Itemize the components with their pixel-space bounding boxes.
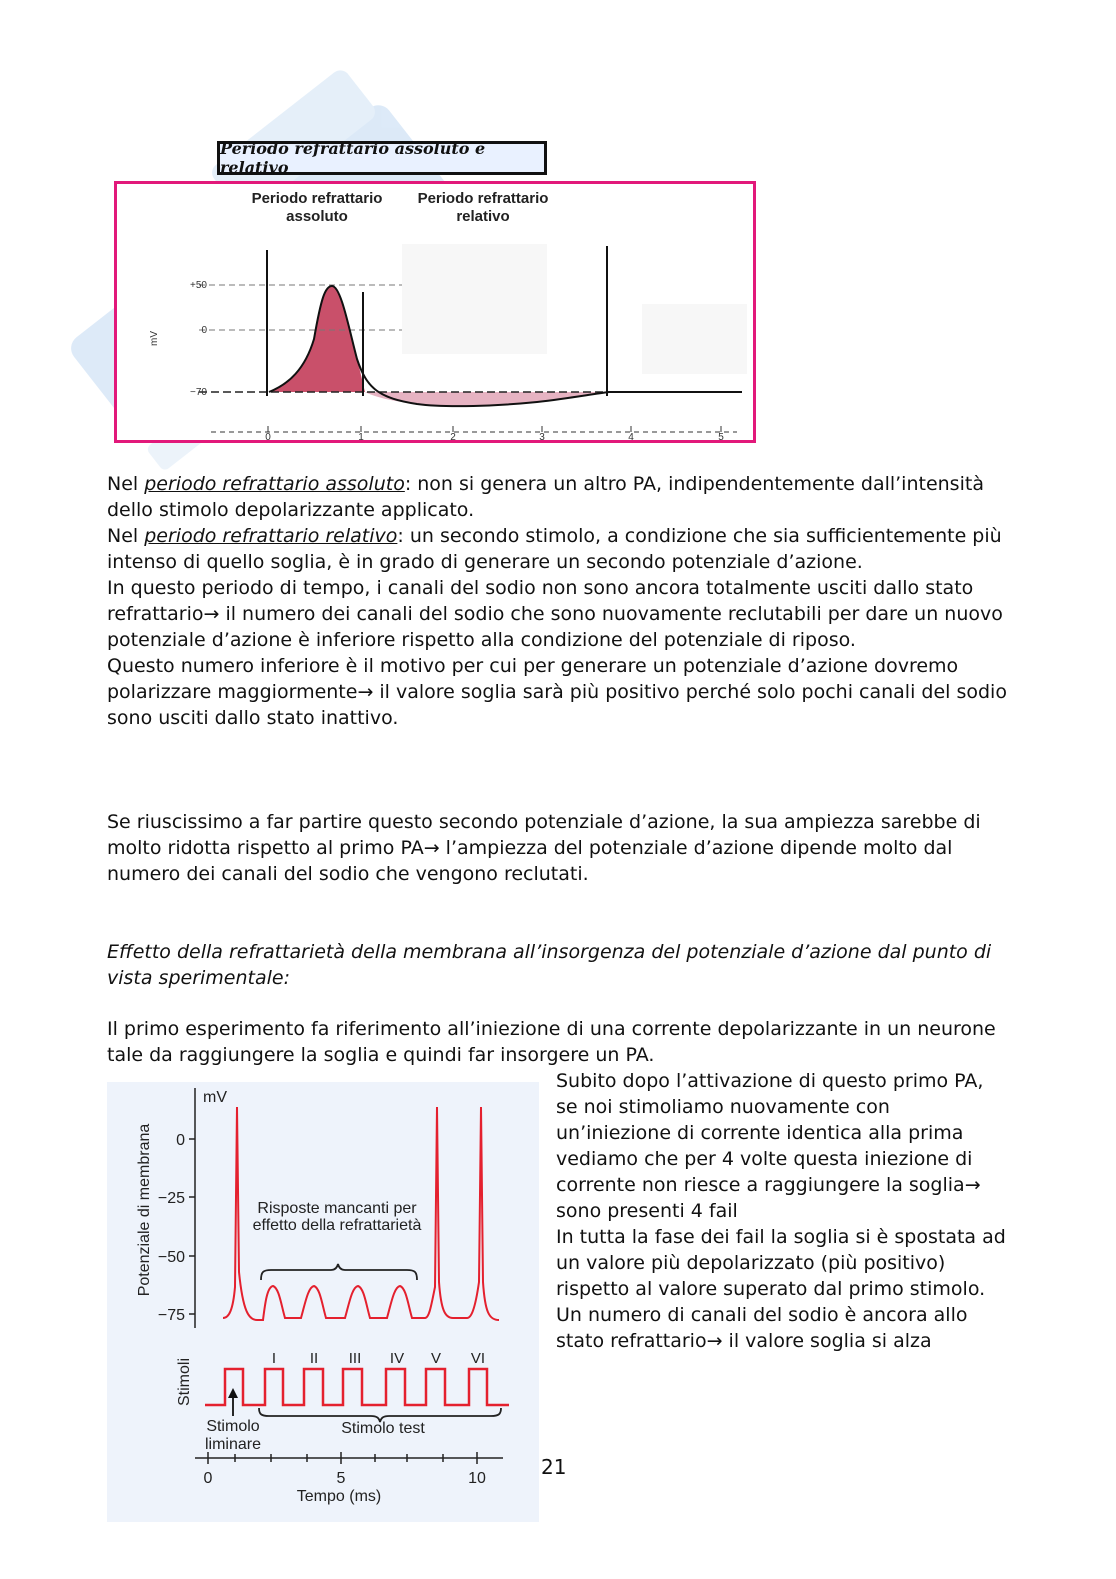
side-explanation <box>556 1068 1006 1354</box>
x-tick-label: 3 <box>539 432 545 440</box>
test-box <box>333 1420 433 1462</box>
text-span: Nel <box>107 525 145 547</box>
paragraph-experiment: Il primo esperimento fa riferimento all’iniezione di una corrente depolarizzante in un neurone tale da raggiungere la soglia e quindi far insorgere un PA. <box>107 1018 996 1066</box>
term-absolute-period: periodo refrattario assoluto <box>144 473 405 495</box>
y-axis-title: Potenziale di membrana <box>136 1123 153 1297</box>
liminare-label: Stimolo liminare <box>204 1418 261 1453</box>
experiment-chart <box>107 1082 539 1522</box>
y-axis-label: mV <box>149 331 160 346</box>
time-axis-label: Tempo (ms) <box>296 1488 382 1505</box>
text-span: : un secondo stimolo, a condizione che sia sufficientemente più intenso di quello soglia, è in grado di generare un secondo potenziale d’azione. <box>107 525 1002 573</box>
arrow-head-icon <box>228 1388 238 1398</box>
y-tick-label: −70 <box>190 387 207 398</box>
paragraph-relative <box>107 523 1007 575</box>
y-tick-label: −25 <box>157 1190 185 1207</box>
y-ticks <box>189 1139 195 1314</box>
section-heading-italic: Effetto della refrattarietà della membrana all’insorgenza del potenziale d’azione dal punto di vista sperimentale: <box>107 941 992 989</box>
absolute-period-fill <box>269 286 365 392</box>
y-unit-label: mV <box>203 1089 227 1106</box>
term-relative-period: periodo refrattario relativo <box>144 525 398 547</box>
stimulus-trace <box>205 1369 509 1405</box>
paragraph-sodium-channels: In questo periodo di tempo, i canali del sodio non sono ancora totalmente usciti dallo stato refrattario→ il numero dei canali del sodio che sono nuovamente reclutabili per dare un nuovo potenziale d’azione è inferiore rispetto alla condizione del potenziale di riposo. <box>107 577 1003 651</box>
annotation-box <box>237 1200 437 1262</box>
x-tick-label: 1 <box>358 432 364 440</box>
side-paragraph-threshold: In tutta la fase dei fail la soglia si è spostata ad un valore più depolarizzato (più positivo) rispetto al valore superato dal primo stimolo. <box>556 1226 1006 1300</box>
side-paragraph-channels: Un numero di canali del sodio è ancora allo stato refrattario→ il valore soglia si alza <box>556 1304 968 1352</box>
y-tick-label: 0 <box>201 325 207 336</box>
absolute-period-label: Periodo refrattario assoluto <box>251 190 383 225</box>
blank-patch <box>642 304 747 374</box>
missing-responses-bracket <box>261 1264 417 1280</box>
side-paragraph-fails: Subito dopo l’attivazione di questo primo PA, se noi stimoliamo nuovamente con un’iniezione di corrente identica alla prima vediamo che per 4 volte questa iniezione di corrente non riesce a raggiungere la soglia→ sono presenti 4 fail <box>556 1070 984 1222</box>
y-tick-label: −75 <box>157 1307 185 1324</box>
missing-responses-label: Risposte mancanti per effetto della refrattarietà <box>252 1200 422 1234</box>
y-tick-label: 0 <box>176 1132 185 1149</box>
y-tick-label: +50 <box>190 280 207 291</box>
body-text <box>107 471 1007 731</box>
x-tick-label: 4 <box>628 432 634 440</box>
refractoriness-experiment-figure <box>107 1082 539 1522</box>
x-ticks <box>268 426 721 432</box>
stimulus-numeral: III <box>348 1350 362 1367</box>
x-tick-label: 5 <box>718 432 724 440</box>
relative-period-label: Periodo refrattario relativo <box>417 190 549 225</box>
stimulus-numeral: IV <box>389 1350 405 1367</box>
time-tick-label: 5 <box>336 1470 346 1487</box>
time-tick-label: 0 <box>203 1470 213 1487</box>
text-span: Nel <box>107 473 145 495</box>
y-tick-label: −50 <box>157 1249 185 1266</box>
text-span: : non si genera un altro PA, indipendentemente dall’intensità dello stimolo depolarizzante applicato. <box>107 473 984 521</box>
paragraph-amplitude: Se riuscissimo a far partire questo secondo potenziale d’azione, la sua ampiezza sarebbe di molto ridotta rispetto al primo PA→ l’ampiezza del potenziale d’azione dipende molto dal numero dei canali del sodio che vengono reclutati. <box>107 811 981 885</box>
x-tick-label: 2 <box>450 432 456 440</box>
stimulus-numeral: VI <box>470 1350 486 1367</box>
relative-period-fill <box>365 392 609 406</box>
liminare-box <box>183 1418 283 1460</box>
figure1-title: Periodo refrattario assoluto e relativo <box>217 141 547 175</box>
stimulus-numeral: V <box>430 1350 442 1367</box>
time-tick-label: 10 <box>468 1470 486 1487</box>
test-stimulus-label: Stimolo test <box>341 1420 425 1437</box>
blank-patch <box>402 244 547 354</box>
paragraph-absolute <box>107 471 1007 523</box>
stimulus-numeral: I <box>271 1350 277 1367</box>
refractory-period-figure <box>114 181 756 443</box>
paragraph-threshold: Questo numero inferiore è il motivo per cui per generare un potenziale d’azione dovremo polarizzare maggiormente→ il valore soglia sarà più positivo perché solo pochi canali del sodio sono usciti dallo stato inattivo. <box>107 655 1007 729</box>
stimulus-numeral: II <box>309 1350 319 1367</box>
x-tick-label: 0 <box>265 432 271 440</box>
stimuli-label: Stimoli <box>176 1357 193 1407</box>
page-number: 21 <box>541 1455 567 1479</box>
